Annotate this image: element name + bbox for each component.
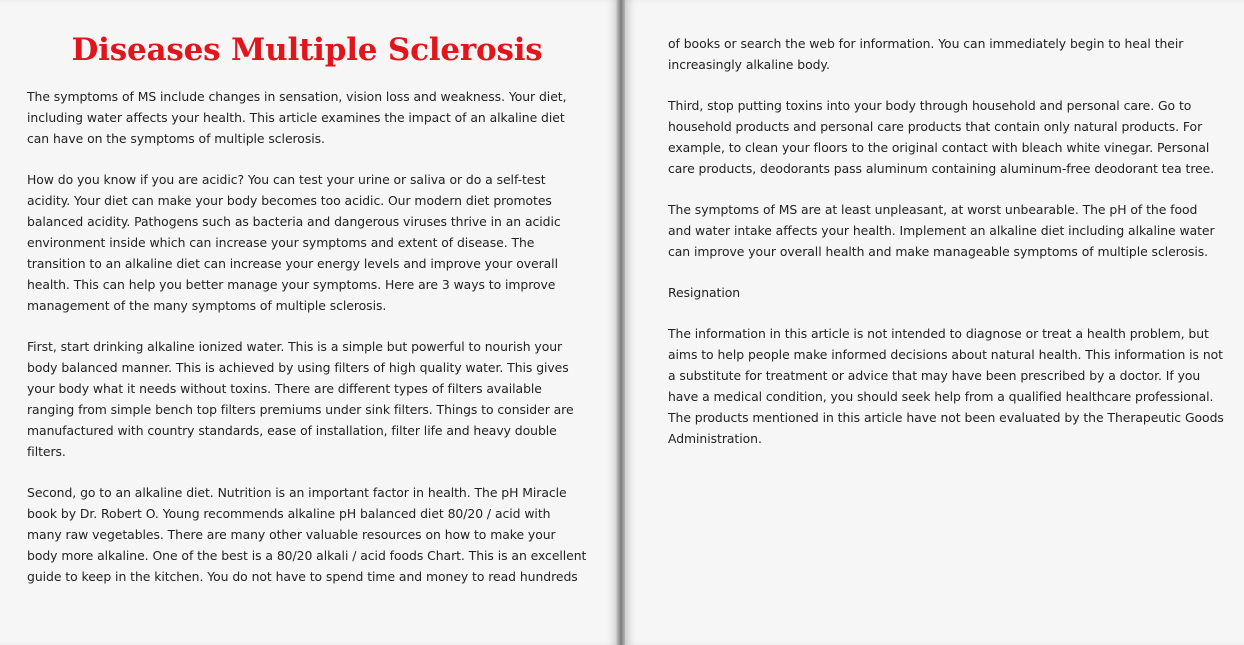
section-heading-resignation: Resignation [668, 285, 741, 300]
paragraph-second-step: Second, go to an alkaline diet. Nutrition is an important factor in health. The pH Miracle book by Dr. Robert O. Young recommends alkaline pH balanced diet 80/20 / acid with many raw vegetables. There are many other valuable resources on how to make your body more alkaline. One of the best is a 80/20 alkali / acid foods Chart. This is an excellent guide to keep in the kitchen. You do not have to spend time and money to read hundreds [27, 485, 587, 584]
page-title: Diseases Multiple Sclerosis [71, 32, 543, 68]
paragraph-summary: The symptoms of MS are at least unpleasant, at worst unbearable. The pH of the food and water intake affects your health. Implement an alkaline diet including alkaline water can improve your overall health and make manageable symptoms of multiple sclerosis. [668, 202, 1215, 259]
paragraph-third-step: Third, stop putting toxins into your body through household and personal care. Go to household products and personal care products that contain only natural products. For example, to clean your floors to the original contact with bleach white vinegar. Personal care products, deodorants pass aluminum containing aluminum-free deodorant tea tree. [668, 98, 1215, 176]
paragraph-first-step: First, start drinking alkaline ionized water. This is a simple but powerful to nourish your body balanced manner. This is achieved by using filters of high quality water. This gives your body what it needs without toxins. There are different types of filters available ranging from simple bench top filters premiums under sink filters. Things to consider are manufactured with country standards, ease of installation, filter life and heavy double filters. [27, 339, 574, 459]
paragraph-disclaimer: The information in this article is not intended to diagnose or treat a health problem, but aims to help people make informed decisions about natural health. This information is not a substitute for treatment or advice that may have been prescribed by a doctor. If you have a medical condition, you should seek help from a qualified healthcare professional. The products mentioned in this article have not been evaluated by the Therapeutic Goods Administration. [668, 326, 1224, 446]
paragraph-continuation: of books or search the web for information. You can immediately begin to heal their increasingly alkaline body. [668, 36, 1184, 72]
paragraph-intro: The symptoms of MS include changes in sensation, vision loss and weakness. Your diet, including water affects your health. This article examines the impact of an alkaline diet can have on the symptoms of multiple sclerosis. [27, 89, 567, 146]
left-page [0, 0, 616, 645]
paragraph-acidity: How do you know if you are acidic? You can test your urine or saliva or do a self-test acidity. Your diet can make your body becomes too acidic. Our modern diet promotes balanced acidity. Pathogens such as bacteria and dangerous viruses thrive in an acidic environment inside which can increase your symptoms and extent of disease. The transition to an alkaline diet can increase your energy levels and improve your overall health. This can help you better manage your symptoms. Here are 3 ways to improve management of the many symptoms of multiple sclerosis. [27, 172, 561, 313]
book-spine [616, 0, 625, 645]
right-page [625, 0, 1244, 645]
